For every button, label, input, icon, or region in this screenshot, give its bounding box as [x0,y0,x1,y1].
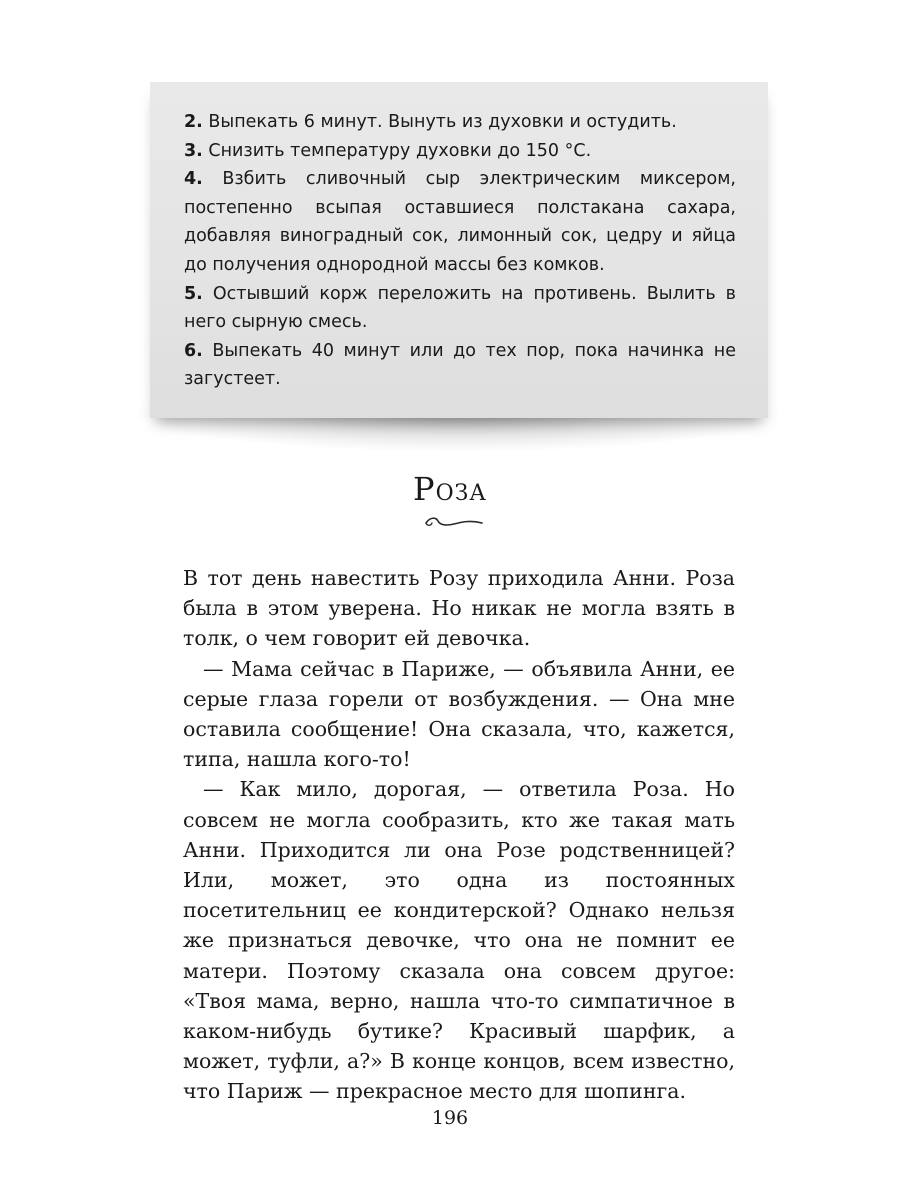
chapter-title: Роза [413,470,487,508]
recipe-step-number: 3. [184,140,203,161]
recipe-step-text: Снизить температуру духовки до 150 °C. [202,140,592,161]
recipe-note-card [150,82,768,418]
page-number: 196 [431,1107,469,1129]
recipe-step-number: 2. [184,112,203,132]
recipe-step [184,337,736,394]
recipe-step-text: Выпекать 6 минут. Вынуть из духовки и остудить. [202,112,677,132]
recipe-step-text: Взбить сливочный сыр электрическим миксером, постепенно всыпая оставшиеся полстакана сахара, добавляя виноградный сок, лимонный сок, цедру и яйца до получения однородной массы без комков. [184,169,736,275]
recipe-step [184,165,736,279]
recipe-step [184,137,736,166]
paragraph: — Мама сейчас в Париже, — объявила Анни, ее серые глаза горели от возбуждения. — Она мне оставила сообщение! Она сказала, что, кажется, типа, нашла кого-то! [183,656,735,772]
recipe-step [184,280,736,337]
flourish-ornament-icon [422,514,486,530]
paragraph: — Как мило, дорогая, — ответила Роза. Но совсем не могла сообразить, кто же такая мать Анни. Приходится ли она Розе родственницей? Или, может, это одна из постоянных посетительниц ее кондитерской? Однако нельзя же признаться девочке, что она не помнит ее матери. Поэтому сказала она совсем другое: «Твоя мама, верно, нашла что-то симпатичное в каком-нибудь бутике? Красивый шарфик, а может, туфли, а?» В конце концов, всем известно, что Париж — прекрасное место для шопинга. [183,777,735,1104]
recipe-step-number: 4. [184,169,203,190]
recipe-step-text: Выпекать 40 минут или до тех пор, пока начинка не загустеет. [184,340,736,390]
recipe-step-text: Остывший корж переложить на противень. Вылить в него сырную смесь. [184,283,736,333]
recipe-step-number: 5. [184,283,203,304]
paragraph: В тот день навестить Розу приходила Анни. Роза была в этом уверена. Но никак не могла взять в толк, о чем говорит ей девочка. [183,566,735,651]
recipe-step [184,108,736,137]
recipe-steps-list [184,108,736,394]
recipe-step-number: 6. [184,340,203,361]
chapter-body [183,563,735,1107]
